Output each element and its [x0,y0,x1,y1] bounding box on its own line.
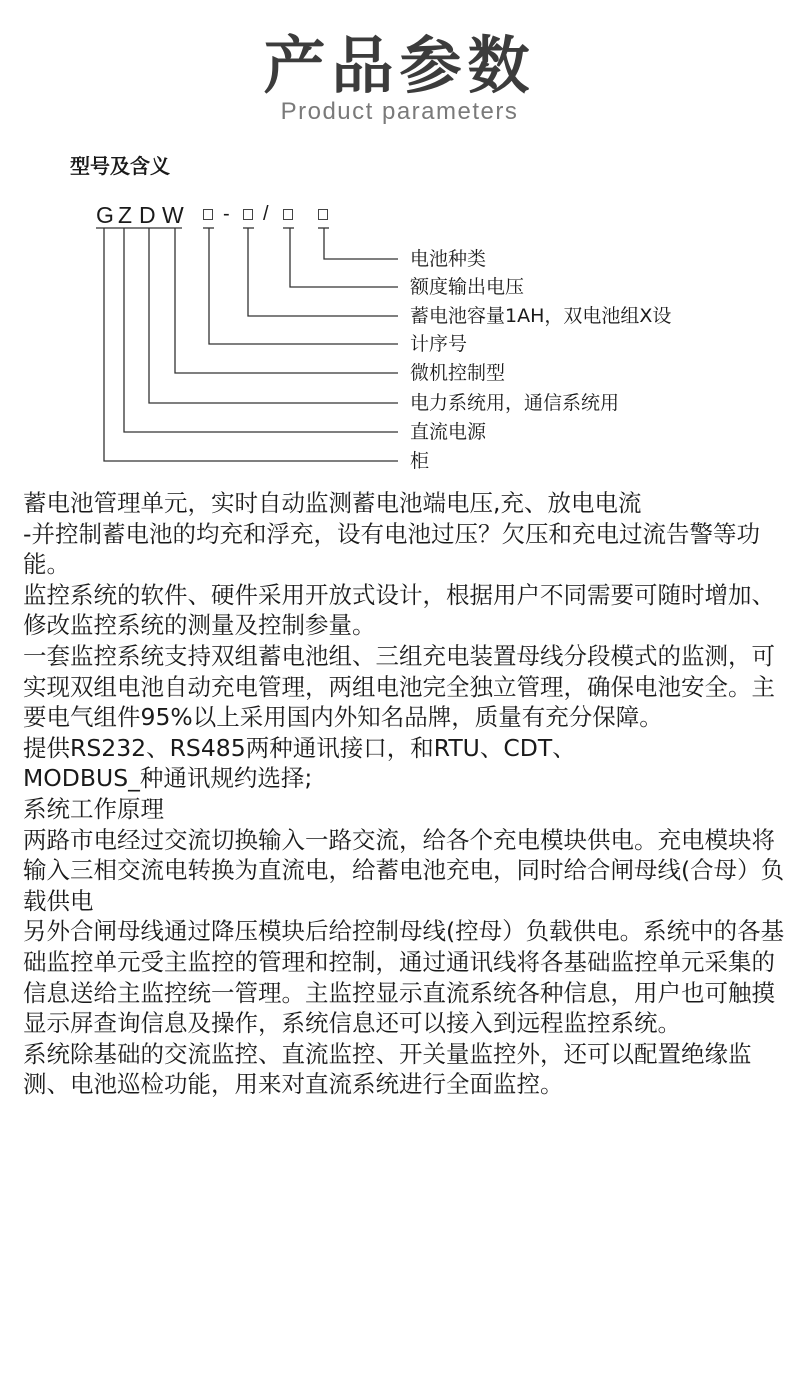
page-subtitle: Product parameters [280,98,519,125]
connector-line [209,228,398,344]
page-title: 产品参数 [263,29,536,102]
paragraph: -并控制蓄电池的均充和浮充，设有电池过压？欠压和充电过流告警等功能。 [23,519,760,579]
code-letter-w: W [162,202,184,228]
meaning-dc-power: 直流电源 [410,421,487,443]
code-dash: - [223,203,230,225]
meaning-cabinet: 柜 [410,450,430,472]
connector-line [248,228,398,316]
paragraph: 一套监控系统支持双组蓄电池组、三组充电装置母线分段模式的监测，可实现双组电池自动充电管理，两组电池完全独立管理，确保电池安全。主要电气组件95%以上采用国内外知名品牌，质量有充分保障。 [23,641,775,732]
model-section-heading: 型号及含义 [70,154,170,178]
paragraph: 监控系统的软件、硬件采用开放式设计，根据用户不同需要可随时增加、修改监控系统的测量及控制参量。 [23,580,775,640]
meaning-battery-type: 电池种类 [410,248,487,270]
section-subheading: 系统工作原理 [23,794,164,823]
description-body [23,488,793,1100]
meaning-microcomputer-control: 微机控制型 [410,362,506,384]
code-letter-z: Z [118,202,133,228]
code-letter-d: D [139,202,156,228]
code-letter-g: G [96,202,114,228]
meaning-rated-voltage: 额度输出电压 [410,276,525,298]
meaning-battery-capacity: 蓄电池容量1AH，双电池组X设 [410,305,672,327]
connector-line [324,228,398,259]
model-code-diagram [0,0,799,480]
paragraph: 两路市电经过交流切换输入一路交流，给各个充电模块供电。充电模块将输入三相交流电转换为直流电，给蓄电池充电，同时给合闸母线(合母）负载供电 [23,825,785,915]
paragraph: 另外合闸母线通过降压模块后给控制母线(控母）负载供电。系统中的各基础监控单元受主监控的管理和控制，通过通讯线将各基础监控单元采集的信息送给主监控统一管理。主监控显示直流系统各种信息，用户也可触摸显示屏查询信息及操作，系统信息还可以接入到远程监控系统。 [23,917,785,1038]
code-slash: / [263,203,269,225]
paragraph: MODBUS_种通讯规约选择; [23,764,313,793]
paragraph: 提供RS232、RS485两种通讯接口，和RTU、CDT、 [23,733,576,762]
paragraph: 系统除基础的交流监控、直流监控、开关量监控外，还可以配置绝缘监测、电池巡检功能，用来对直流系统进行全面监控。 [23,1039,752,1099]
connector-line [290,228,398,287]
meaning-serial-number: 计序号 [410,333,468,355]
meaning-power-system: 电力系统用，通信系统用 [410,392,620,414]
paragraph: 蓄电池管理单元，实时自动监测蓄电池端电压,充、放电电流 [23,489,642,517]
